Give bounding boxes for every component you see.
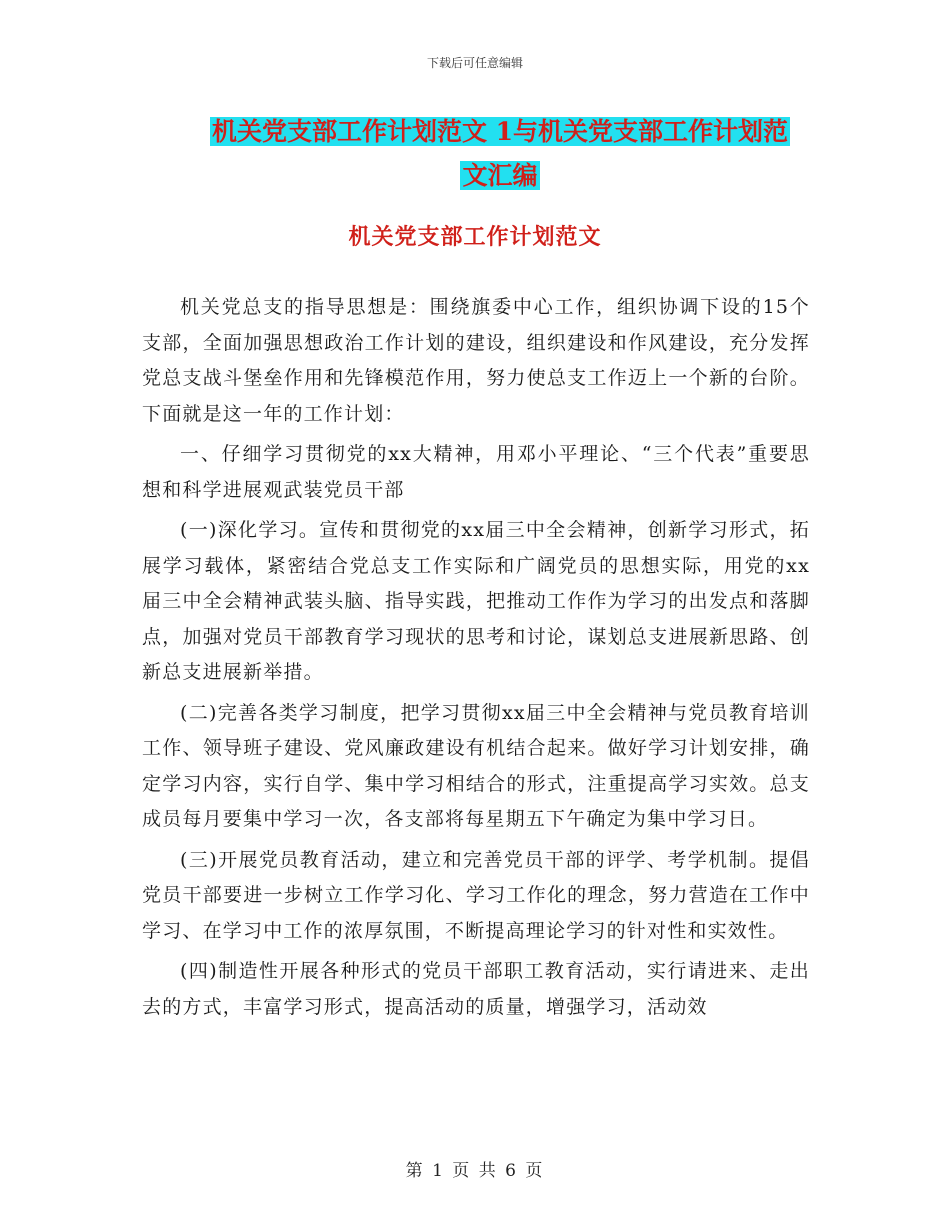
paragraph: (二)完善各类学习制度，把学习贯彻xx届三中全会精神与党员教育培训工作、领导班子建设、党风廉政建设有机结合起来。做好学习计划安排，确定学习内容，实行自学、集中学习相结合的形式，注重提高学习实效。总支成员每月要集中学习一次，各支部将每星期五下午确定为集中学习日。 [142, 701, 810, 830]
paragraph: (三)开展党员教育活动，建立和完善党员干部的评学、考学机制。提倡党员干部要进一步树立工作学习化、学习工作化的理念，努力营造在工作中学习、在学习中工作的浓厚氛围，不断提高理论学习的针对性和实效性。 [142, 848, 810, 942]
page-footer: 第 1 页 共 6 页 [405, 1161, 545, 1181]
paragraph: 机关党总支的指导思想是：围绕旗委中心工作，组织协调下设的15个支部，全面加强思想政治工作计划的建设，组织建设和作风建设，充分发挥党总支战斗堡垒作用和先锋模范作用，努力使总支工作迈上一个新的台阶。下面就是这一年的工作计划： [142, 296, 810, 425]
paragraph: (一)深化学习。宣传和贯彻党的xx届三中全会精神，创新学习形式，拓展学习载体，紧密结合党总支工作实际和广阔党员的思想实际，用党的xx届三中全会精神武装头脑、指导实践，把推动工作作为学习的出发点和落脚点，加强对党员干部教育学习现状的思考和讨论，谋划总支进展新思路、创新总支进展新举措。 [142, 519, 810, 683]
document-title-line-2: 文汇编 [462, 161, 538, 190]
paragraph: (四)制造性开展各种形式的党员干部职工教育活动，实行请进来、走出去的方式，丰富学习形式，提高活动的质量，增强学习，活动效 [142, 960, 810, 1018]
document-title [140, 110, 860, 198]
paragraph: 一、仔细学习贯彻党的xx大精神，用邓小平理论、“三个代表”重要思想和科学进展观武装党员干部 [142, 443, 810, 501]
body-text [142, 290, 810, 1030]
header-note: 下载后可任意编辑 [426, 56, 523, 70]
document-title-line-1: 机关党支部工作计划范文 1与机关党支部工作计划范 [211, 117, 789, 146]
section-title: 机关党支部工作计划范文 [348, 224, 602, 250]
